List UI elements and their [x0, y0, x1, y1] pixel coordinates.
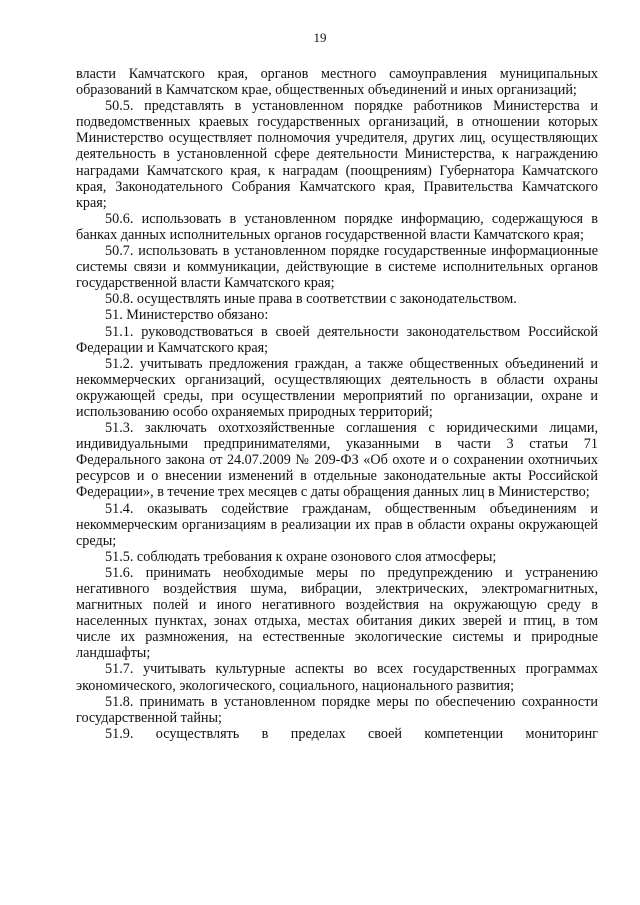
- paragraph-51-9: 51.9. осуществлять в пределах своей компетенции мониторинг: [105, 725, 598, 742]
- paragraph-continuation: власти Камчатского края, органов местного самоуправления муниципальных образований в Камчатском крае, общественных объединений и иных организаций;: [76, 66, 598, 99]
- page-number: 19: [313, 30, 327, 45]
- paragraph-51-4: 51.4. оказывать содействие гражданам, общественным объединениям и некоммерческим организациям в реализации их прав в области охраны окружающей среды;: [76, 500, 598, 549]
- document-body: [76, 66, 598, 742]
- paragraph-51-3: 51.3. заключать охотхозяйственные соглашения с юридическими лицами, индивидуальными предпринимателями, указанными в части 3 статьи 71 Федерального закона от 24.07.2009 № 209-ФЗ «Об охоте и о сохранении охотничьих ресурсов и о внесении изменений в отдельные законодательные акты Российской Федерации», в течение трех месяцев с даты обращения данных лиц в Министерство;: [76, 420, 598, 501]
- paragraph-50-7: 50.7. использовать в установленном порядке государственные информационные системы связи и коммуникации, действующие в системе исполнительных органов государственной власти Камчатского края;: [76, 243, 598, 292]
- paragraph-51-8: 51.8. принимать в установленном порядке меры по обеспечению сохранности государственной тайны;: [76, 693, 598, 726]
- paragraph-51-2: 51.2. учитывать предложения граждан, а также общественных объединений и некоммерческих организаций, осуществляющих деятельность в области охраны окружающей среды, при осуществлении мероприятий по организации, охране и использованию особо охраняемых природных территорий;: [76, 355, 598, 420]
- paragraph-51-5: 51.5. соблюдать требования к охране озонового слоя атмосферы;: [105, 548, 497, 565]
- paragraph-51-1: 51.1. руководствоваться в своей деятельности законодательством Российской Федерации и Камчатского края;: [76, 323, 598, 356]
- paragraph-51: 51. Министерство обязано:: [105, 307, 269, 324]
- paragraph-51-6: 51.6. принимать необходимые меры по предупреждению и устранению негативного воздействия шума, вибрации, электрических, электромагнитных, магнитных полей и иного негативного воздействия на окружающую среду в населенных пунктах, зонах отдыха, местах обитания диких зверей и птиц, в том числе их размножения, на естественные экологические системы и природные ландшафты;: [76, 564, 598, 662]
- paragraph-50-5: 50.5. представлять в установленном порядке работников Министерства и подведомственных краевых государственных организаций, в отношении которых Министерство осуществляет полномочия учредителя, других лиц, осуществляющих деятельность в установленной сфере деятельности Министерства, к награждению наградами Камчатского края, к наградам (поощрениям) Губернатора Камчатского края, Законодательного Собрания Камчатского края, Правительства Камчатского края;: [76, 98, 598, 211]
- paragraph-51-7: 51.7. учитывать культурные аспекты во всех государственных программах экономического, экологического, социального, национального развития;: [76, 661, 598, 694]
- paragraph-50-8: 50.8. осуществлять иные права в соответствии с законодательством.: [105, 291, 517, 308]
- paragraph-50-6: 50.6. использовать в установленном порядке информацию, содержащуюся в банках данных исполнительных органов государственной власти Камчатского края;: [76, 210, 598, 243]
